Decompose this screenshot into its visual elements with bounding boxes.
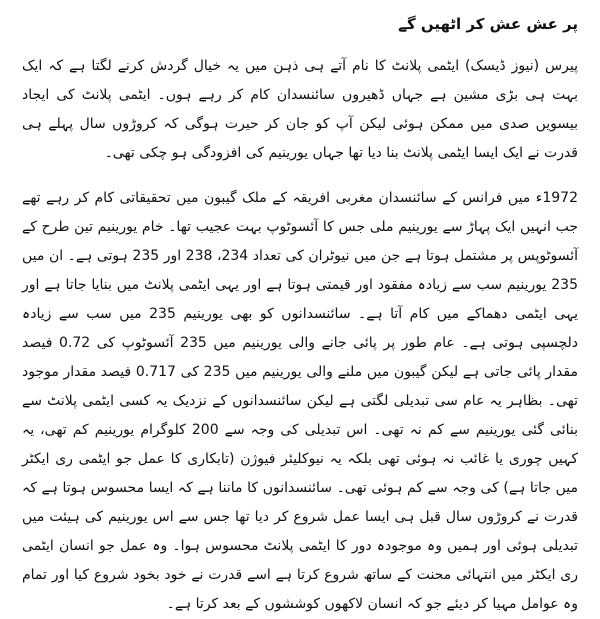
paragraph-body: 1972ء میں فرانس کے سائنسدان مغربی افریقہ کے ملک گیبون میں تحقیقاتی کام کر رہے تھے جب انہیں ایک پہاڑ سے یورینیم ملی جس کا آئسوٹوپ بہت عجیب تھا۔ خام یورینیم تین طرح کے آئسوٹوپس پر مشتمل ہوتا ہے جن میں نیوٹران کی تعداد 234، 238 اور 235 ہوتی ہے۔ ان میں 235 یورینیم سب سے زیادہ مفقود اور قیمتی ہوتا ہے اور یہی ایٹمی پلانٹ میں بنایا جاتا ہے اور یہی ایٹمی دھماکے میں کام آتا ہے۔ سائنسدانوں کو بھی یورینیم 235 میں سب سے زیادہ دلچسپی ہوتی ہے۔ عام طور پر پائی جانے والی یورینیم میں 235 آئسوٹوپ کی 0.72 فیصد مقدار پائی جاتی ہے لیکن گیبون میں ملنے والی یورینیم میں 235 کی 0.717 فیصد مقدار موجود تھی۔ بظاہر یہ عام سی تبدیلی لگتی ہے لیکن سائنسدانوں کے نزدیک یہ کسی ایٹمی پلانٹ سے بنائی گئی یورینیم سے کم نہ تھی۔ اس تبدیلی کی وجہ سے 200 کلوگرام یورینیم کم تھی، یہ کہیں چوری یا غائب نہ ہوئی تھی بلکہ یہ نیوکلیئر فیوژن (تابکاری کا عمل جو ایٹمی ری ایکٹر میں جاتا ہے) کی وجہ سے کم ہوئی تھی۔ سائنسدانوں کا ماننا ہے کہ ایسا محسوس ہوتا ہے کہ قدرت نے کروڑوں سال قبل ہی ایسا عمل شروع کر دیا تھا جس سے اس یورینیم کی ہیئت میں تبدیلی ہوئی اور ہمیں وہ موجودہ دور کا ایٹمی پلانٹ محسوس ہوا۔ وہ عمل جو انسان ایٹمی ری ایکٹر میں انتہائی محنت کے ساتھ شروع کرتا ہے اسے قدرت نے خود بخود شروع کیا اور تمام وہ عوامل مہیا کر دیئے جو کہ انسان لاکھوں کوششوں کے بعد کرتا ہے۔: [22, 190, 579, 612]
paragraph-intro: پیرس (نیوز ڈیسک) ایٹمی پلانٹ کا نام آتے ہی ذہن میں یہ خیال گردش کرنے لگتا ہے کہ ایک بہت ہی بڑی مشین ہے جہاں ڈھیروں سائنسدان کام کر رہے ہوں۔ ایٹمی پلانٹ کی ایجاد بیسویں صدی میں ممکن ہوئی لیکن آپ کو جان کر حیرت ہوگی کہ کروڑوں سال پہلے ہی قدرت نے ایک ایسا ایٹمی پلانٹ بنا دیا تھا جہاں یورینیم کی افزودگی ہو چکی تھی۔: [22, 58, 578, 161]
article-title: پر عش عش کر اٹھیں گے: [398, 15, 578, 33]
